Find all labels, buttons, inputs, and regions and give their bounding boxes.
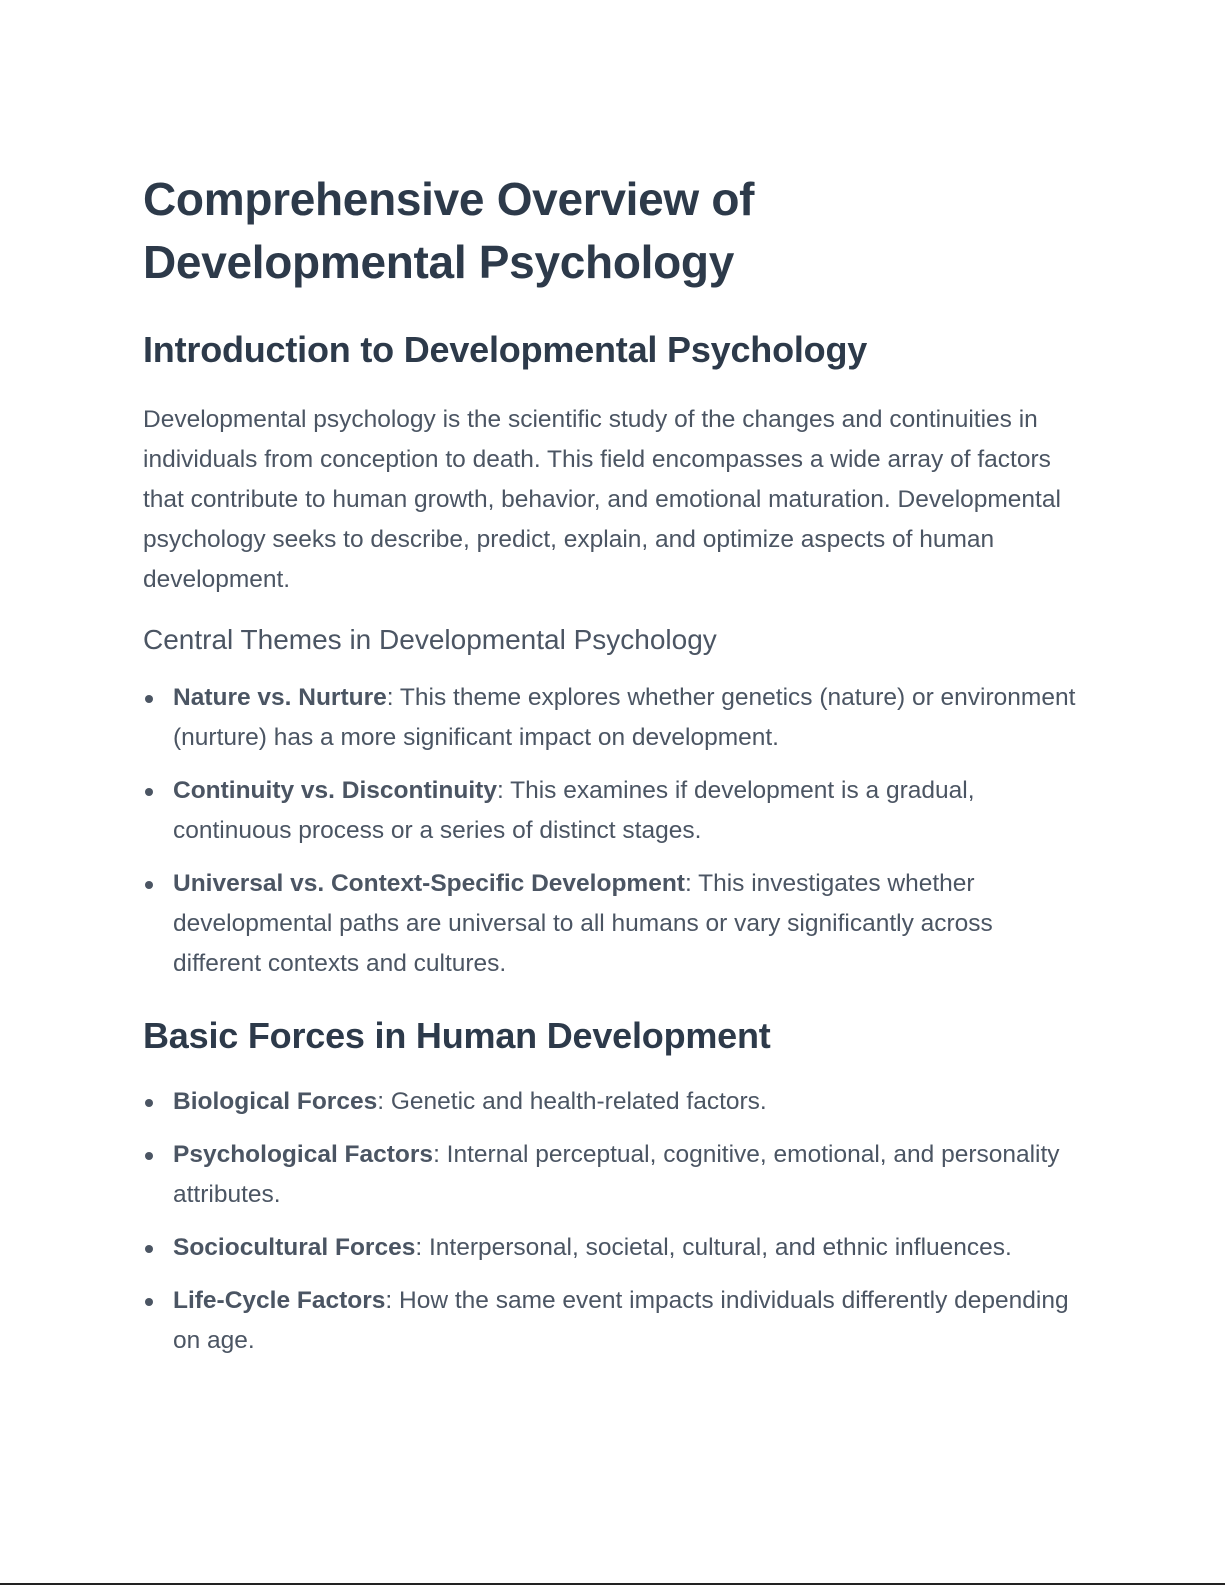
list-item-term: Life-Cycle Factors xyxy=(173,1287,386,1314)
document-title: Comprehensive Overview of Developmental Psychology xyxy=(143,173,755,288)
list-item-term: Nature vs. Nurture xyxy=(173,684,387,711)
list-item-text: : This theme explores whether genetics (nature) or environment (nurture) has a more significant impact on development. xyxy=(173,684,1076,751)
list-item-term: Biological Forces xyxy=(173,1088,378,1115)
list-item-text: : This examines if development is a gradual, continuous process or a series of distinct stages. xyxy=(173,777,975,844)
bullet-icon xyxy=(145,788,153,796)
list-item-text: : This investigates whether developmental paths are universal to all humans or vary significantly across different contexts and cultures. xyxy=(173,870,993,977)
subheading-central-themes: Central Themes in Developmental Psychology xyxy=(143,624,717,655)
central-themes-list xyxy=(143,678,1083,984)
section-heading-introduction: Introduction to Developmental Psychology xyxy=(143,329,868,370)
list-item-term: Psychological Factors xyxy=(173,1141,434,1168)
list-item xyxy=(143,771,1083,851)
bullet-icon xyxy=(145,1245,153,1253)
list-item-text: : How the same event impacts individuals differently depending on age. xyxy=(173,1287,1069,1354)
list-item xyxy=(143,678,1083,758)
list-item-text: : Interpersonal, societal, cultural, and ethnic influences. xyxy=(415,1234,1012,1261)
bullet-icon xyxy=(145,695,153,703)
list-item xyxy=(143,1281,1083,1361)
list-item xyxy=(143,1135,1083,1215)
list-item-term: Sociocultural Forces xyxy=(173,1234,416,1261)
basic-forces-list xyxy=(143,1082,1083,1361)
list-item xyxy=(143,1082,1083,1122)
list-item-term: Continuity vs. Discontinuity xyxy=(173,777,497,804)
bullet-icon xyxy=(145,1099,153,1107)
bullet-icon xyxy=(145,881,153,889)
list-item xyxy=(143,1228,1083,1268)
list-item-text: : Genetic and health-related factors. xyxy=(377,1088,767,1115)
list-item-text: : Internal perceptual, cognitive, emotional, and personality attributes. xyxy=(173,1141,1060,1208)
introduction-paragraph: Developmental psychology is the scientific study of the changes and continuities in individuals from conception to death. This field encompasses a wide array of factors that contribute to human growth, behavior, and emotional maturation. Developmental psychology seeks to describe, predict, explain, and optimize aspects of human development. xyxy=(143,406,1061,593)
bullet-icon xyxy=(145,1152,153,1160)
section-heading-basic-forces: Basic Forces in Human Development xyxy=(143,1015,771,1056)
list-item xyxy=(143,864,1083,984)
bullet-icon xyxy=(145,1298,153,1306)
list-item-term: Universal vs. Context-Specific Development xyxy=(173,870,685,897)
document-page xyxy=(143,168,1083,1361)
